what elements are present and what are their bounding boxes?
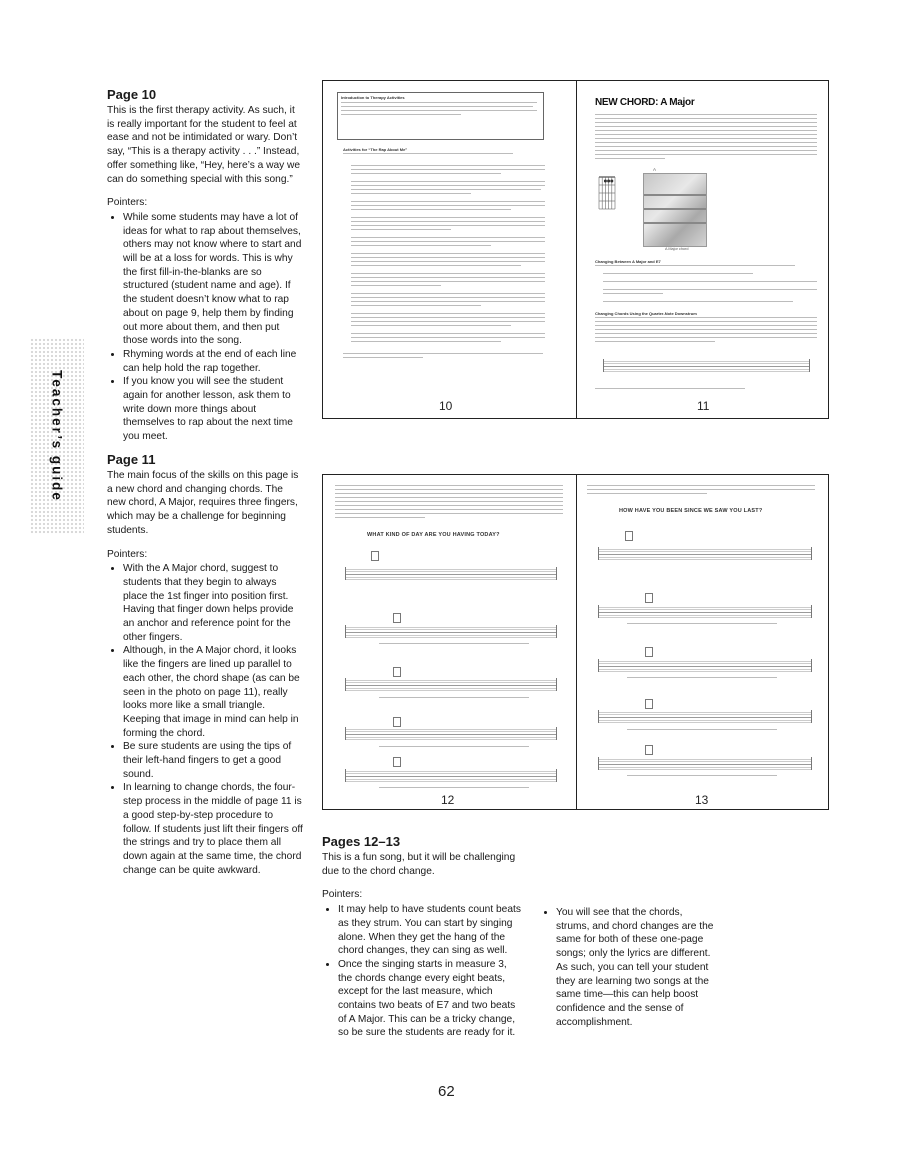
page11-section xyxy=(107,452,303,877)
page11-heading: Page 11 xyxy=(107,452,156,467)
page-number: 62 xyxy=(438,1083,455,1100)
song-title: HOW HAVE YOU BEEN SINCE WE SAW YOU LAST? xyxy=(619,508,763,514)
pages12-13-heading: Pages 12–13 xyxy=(322,834,401,849)
pages12-13-pointers-left xyxy=(322,903,522,1040)
thumb-page-number: 12 xyxy=(441,793,455,807)
pointer-item: • With the A Major chord, suggest to students that they begin to always place the 1st finger into position first. Having that finger down helps provide an anchor and reference point for the other fingers. xyxy=(123,562,303,644)
pointer-item: • While some students may have a lot of ideas for what to rap about themselves, others may not know where to start and will be at a loss for words. This is why the first fill-in-the-blanks are so structured (student name and age). If the student doesn’t know what to rap about on page 9, help them by finding out more about them, and then put those words into the song. xyxy=(123,211,303,348)
pages12-13-right-column xyxy=(540,906,718,1029)
thumb-page-number: 13 xyxy=(695,793,709,807)
spread-pages-10-11: Introduction to Therapy Activities Activities for “The Rap About Me” 10 NEW CHORD: A Major A A Major chord Changing Between A Major and E7 Changing Chords Using the Quarter-Note Downstrum 11 xyxy=(322,80,829,419)
pointer-item: • Rhyming words at the end of each line can help hold the rap together. xyxy=(123,348,303,375)
pointer-item: • You will see that the chords, strums, and chord changes are the same for both of these one-page songs; only the lyrics are different. As such, you can tell your student they are learning two songs at the same time—this can help boost confidence and the sense of accomplishment. xyxy=(556,906,718,1029)
music-staff xyxy=(345,727,557,740)
pointer-item: • In learning to change chords, the four-step process in the middle of page 11 is a good step-by-step procedure to follow. If students just lift their fingers off the strings and try to place them all down again at the same time, the chord change can be quite awkward. xyxy=(123,781,303,877)
song-title: WHAT KIND OF DAY ARE YOU HAVING TODAY? xyxy=(367,532,500,538)
teachers-guide-tab xyxy=(30,338,84,534)
pointer-item: • Although, in the A Major chord, it looks like the fingers are lined up parallel to each other, the chord shape (as can be seen in the photo on page 11), really looks more like a small triangle. Keeping that image in mind can help in forming the chord. xyxy=(123,644,303,740)
music-staff xyxy=(345,769,557,782)
page10-pointers-label: Pointers: xyxy=(107,197,148,209)
music-staff xyxy=(598,757,812,770)
pages12-13-pointers-right xyxy=(540,906,718,1029)
thumb-page-number: 11 xyxy=(697,399,710,413)
pointer-item: • Be sure students are using the tips of their left-hand fingers to get a good sound. xyxy=(123,740,303,781)
page11-pointers xyxy=(107,562,303,877)
page10-intro: This is the first therapy activity. As such, it is really important for the student to feel at ease and not be intimidated or wary. Don’t say, “This is a therapy activity . . .” Instead, offer something like, “Hey, here’s a way we can do something special with this song.” xyxy=(107,105,301,185)
music-staff xyxy=(598,710,812,723)
chord-hand-photo xyxy=(643,173,707,247)
page11-intro: The main focus of the skills on this page is a new chord and changing chords. The new chord, A Major, requires three fingers, which may be a challenge for beginning students. xyxy=(107,470,299,536)
music-staff xyxy=(598,547,812,560)
spread-divider xyxy=(576,475,577,809)
pages12-13-section xyxy=(322,834,522,1040)
spread-divider xyxy=(576,81,577,418)
music-staff xyxy=(598,605,812,618)
pointer-item: • It may help to have students count beats as they strum. You can start by singing alone. When they get the hang of the chord changes, they can sing as well. xyxy=(338,903,522,958)
strum-heading: Changing Chords Using the Quarter-Note Downstrum xyxy=(595,311,697,316)
new-chord-title: NEW CHORD: A Major xyxy=(595,97,695,108)
activity-title: Activities for “The Rap About Me” xyxy=(343,147,408,152)
page10-pointers xyxy=(107,211,303,444)
page10-heading: Page 10 xyxy=(107,87,157,102)
chord-diagram-icon xyxy=(597,169,617,213)
pointer-item: • If you know you will see the student again for another lesson, ask them to write down more things about themselves to rap about the next time you meet. xyxy=(123,375,303,444)
music-staff xyxy=(345,678,557,691)
pages12-13-pointers-label: Pointers: xyxy=(322,889,363,901)
music-staff xyxy=(598,659,812,672)
spread-pages-12-13 xyxy=(322,474,829,810)
music-staff xyxy=(345,625,557,638)
page10-section xyxy=(107,87,303,444)
thumb-page-number: 10 xyxy=(439,399,453,413)
chord-caption: A Major chord xyxy=(665,247,689,251)
pointer-item: • Once the singing starts in measure 3, the chords change every eight beats, except for the last measure, which contains two beats of E7 and two beats of A Major. This can be a tricky change, so be sure the students are ready for it. xyxy=(338,958,522,1040)
pages12-13-intro: This is a fun song, but it will be challenging due to the chord change. xyxy=(322,852,516,877)
strum-staff xyxy=(603,359,810,372)
page11-pointers-label: Pointers: xyxy=(107,548,148,560)
intro-box-title: Introduction to Therapy Activities xyxy=(341,95,405,100)
change-heading: Changing Between A Major and E7 xyxy=(595,259,661,264)
side-tab-label: Teacher’s guide xyxy=(49,370,65,502)
music-staff xyxy=(345,567,557,580)
